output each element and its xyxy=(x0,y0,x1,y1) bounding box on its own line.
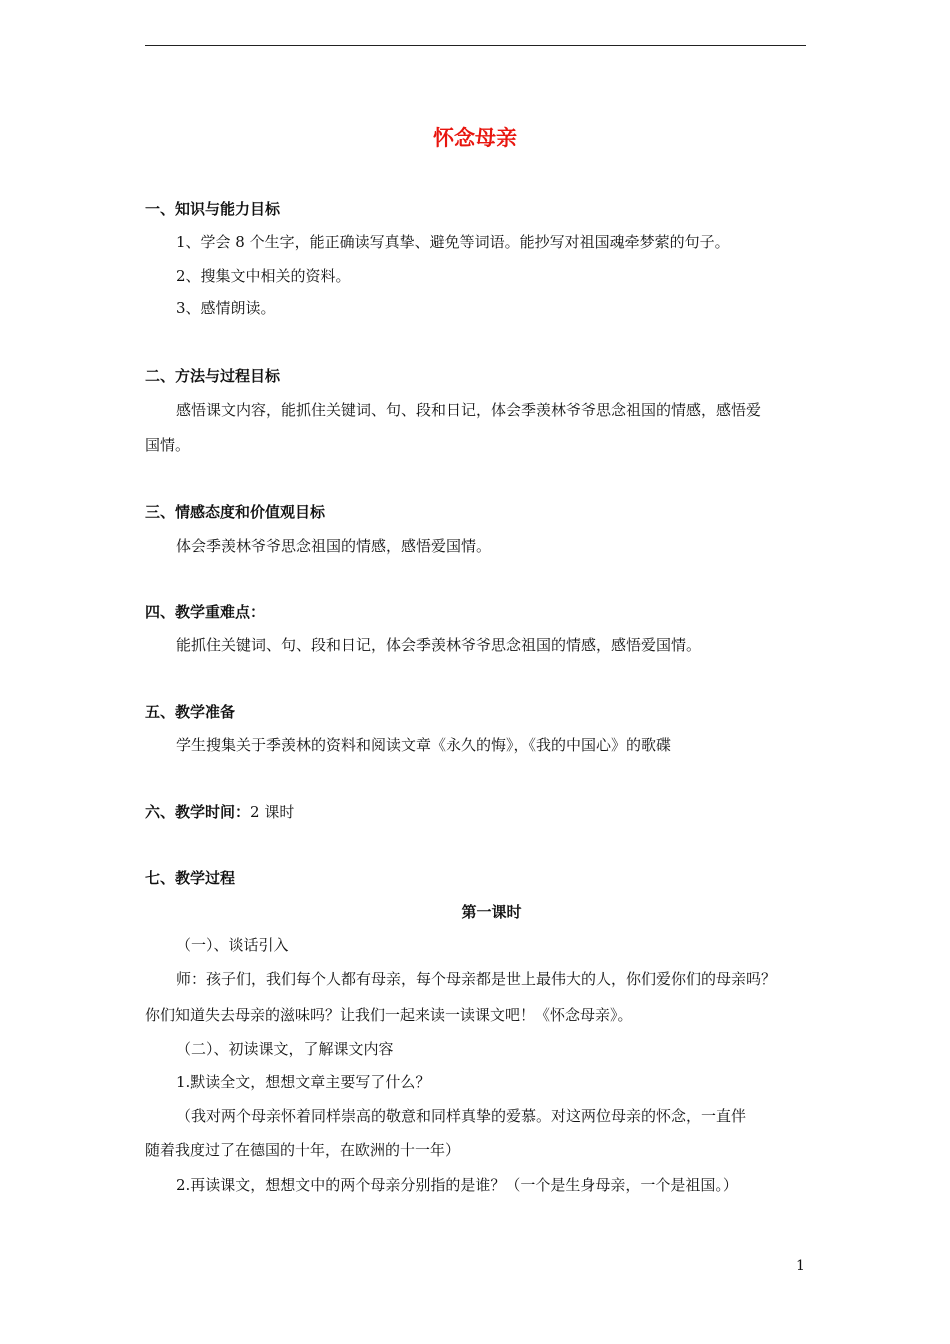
section-2-paragraph-line-1: 感悟课文内容，能抓住关键词、句、段和日记，体会季羡林爷爷思念祖国的情感，感悟爱 xyxy=(176,401,762,419)
section-1-heading: 一、知识与能力目标 xyxy=(145,200,281,218)
section-6-heading xyxy=(145,802,294,822)
section-6-value: 2 课时 xyxy=(250,803,295,821)
question-2: 2.再读课文，想想文中的两个母亲分别指的是谁？（一个是生身母亲，一个是祖国。） xyxy=(176,1176,738,1194)
document-title: 怀念母亲 xyxy=(433,126,517,150)
section-6-label: 六、教学时间： xyxy=(145,803,251,821)
section-7-heading: 七、教学过程 xyxy=(145,869,236,887)
lesson-1-subheading: 第一课时 xyxy=(461,903,522,921)
question-1: 1.默读全文，想想文章主要写了什么？ xyxy=(176,1073,431,1091)
answer-1-line-1: （我对两个母亲怀着同样崇高的敬意和同样真挚的爱慕。对这两位母亲的怀念，一直伴 xyxy=(176,1107,747,1125)
section-2-paragraph-line-2: 国情。 xyxy=(145,436,191,454)
section-1-item-1: 1、学会 8 个生字，能正确读写真挚、避免等词语。能抄写对祖国魂牵梦萦的句子。 xyxy=(176,233,730,251)
header-rule xyxy=(145,45,806,46)
part-1-line-2: 你们知道失去母亲的滋味吗？让我们一起来读一读课文吧！《怀念母亲》。 xyxy=(145,1006,633,1024)
section-1-item-2: 2、搜集文中相关的资料。 xyxy=(176,267,351,285)
section-3-heading: 三、情感态度和价值观目标 xyxy=(145,503,326,521)
section-4-paragraph: 能抓住关键词、句、段和日记，体会季羡林爷爷思念祖国的情感，感悟爱国情。 xyxy=(176,636,702,654)
part-2-title: （二）、初读课文，了解课文内容 xyxy=(176,1040,394,1058)
part-1-title: （一）、谈话引入 xyxy=(176,936,289,954)
answer-1-line-2: 随着我度过了在德国的十年，在欧洲的十一年） xyxy=(145,1141,461,1159)
section-4-heading: 四、教学重难点： xyxy=(145,603,266,621)
section-1-item-3: 3、感情朗读。 xyxy=(176,299,276,317)
section-3-paragraph: 体会季羡林爷爷思念祖国的情感，感悟爱国情。 xyxy=(176,537,492,555)
section-5-heading: 五、教学准备 xyxy=(145,703,236,721)
page-number: 1 xyxy=(796,1258,805,1274)
section-2-heading: 二、方法与过程目标 xyxy=(145,367,281,385)
part-1-line-1: 师：孩子们，我们每个人都有母亲，每个母亲都是世上最伟大的人，你们爱你们的母亲吗？ xyxy=(176,970,777,988)
section-5-paragraph: 学生搜集关于季羡林的资料和阅读文章《永久的悔》，《我的中国心》的歌碟 xyxy=(176,736,672,754)
